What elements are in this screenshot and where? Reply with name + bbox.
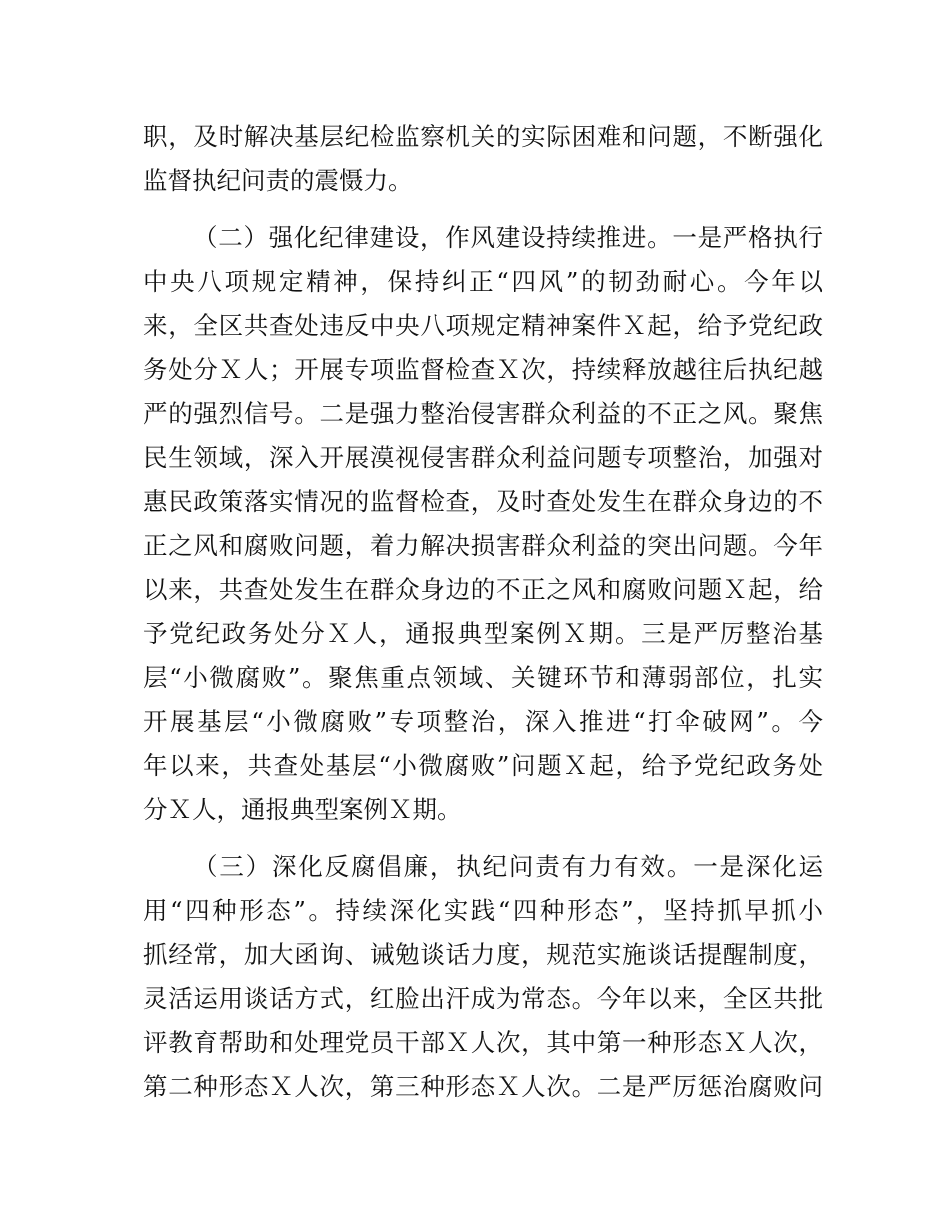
p2-line-12: 开展基层“小微腐败”专项整治，深入推进“打伞破网”。今 bbox=[143, 707, 823, 736]
p2-line-9: 以来，共查处发生在群众身边的不正之风和腐败问题Ｘ起，给 bbox=[143, 575, 823, 604]
p3-line-1: （三）深化反腐倡廉，执纪问责有力有效。一是深化运 bbox=[193, 852, 823, 881]
p2-line-5: 严的强烈信号。二是强力整治侵害群众利益的不正之风。聚焦 bbox=[143, 399, 823, 428]
p2-line-3: 来，全区共查处违反中央八项规定精神案件Ｘ起，给予党纪政 bbox=[143, 311, 823, 340]
p2-line-13: 年以来，共查处基层“小微腐败”问题Ｘ起，给予党纪政务处 bbox=[143, 751, 823, 780]
p3-line-4: 灵活运用谈话方式，红脸出汗成为常态。今年以来，全区共批 bbox=[143, 984, 823, 1013]
p1-line-1: 职，及时解决基层纪检监察机关的实际困难和问题，不断强化 bbox=[143, 122, 823, 151]
p2-line-7: 惠民政策落实情况的监督检查，及时查处发生在群众身边的不 bbox=[143, 487, 823, 516]
p3-line-5: 评教育帮助和处理党员干部Ｘ人次，其中第一种形态Ｘ人次， bbox=[143, 1028, 823, 1057]
p3-line-3: 抓经常，加大函询、诫勉谈话力度，规范实施谈话提醒制度， bbox=[143, 940, 823, 969]
p3-line-6: 第二种形态Ｘ人次，第三种形态Ｘ人次。二是严厉惩治腐败问 bbox=[143, 1072, 823, 1101]
p2-line-4: 务处分Ｘ人；开展专项监督检查Ｘ次，持续释放越往后执纪越 bbox=[143, 355, 823, 384]
p3-line-2: 用“四种形态”。持续深化实践“四种形态”，坚持抓早抓小 bbox=[143, 896, 823, 925]
p1-line-2: 监督执纪问责的震慑力。 bbox=[143, 166, 413, 195]
p2-line-11: 层“小微腐败”。聚焦重点领域、关键环节和薄弱部位，扎实 bbox=[143, 663, 823, 692]
p2-line-14: 分Ｘ人，通报典型案例Ｘ期。 bbox=[143, 795, 462, 824]
p2-line-2: 中央八项规定精神，保持纠正“四风”的韧劲耐心。今年以 bbox=[143, 267, 823, 296]
p2-line-10: 予党纪政务处分Ｘ人，通报典型案例Ｘ期。三是严厉整治基 bbox=[143, 619, 823, 648]
p2-line-8: 正之风和腐败问题，着力解决损害群众利益的突出问题。今年 bbox=[143, 531, 823, 560]
p2-line-1: （二）强化纪律建设，作风建设持续推进。一是严格执行 bbox=[193, 223, 823, 252]
p2-line-6: 民生领域，深入开展漠视侵害群众利益问题专项整治，加强对 bbox=[143, 443, 823, 472]
